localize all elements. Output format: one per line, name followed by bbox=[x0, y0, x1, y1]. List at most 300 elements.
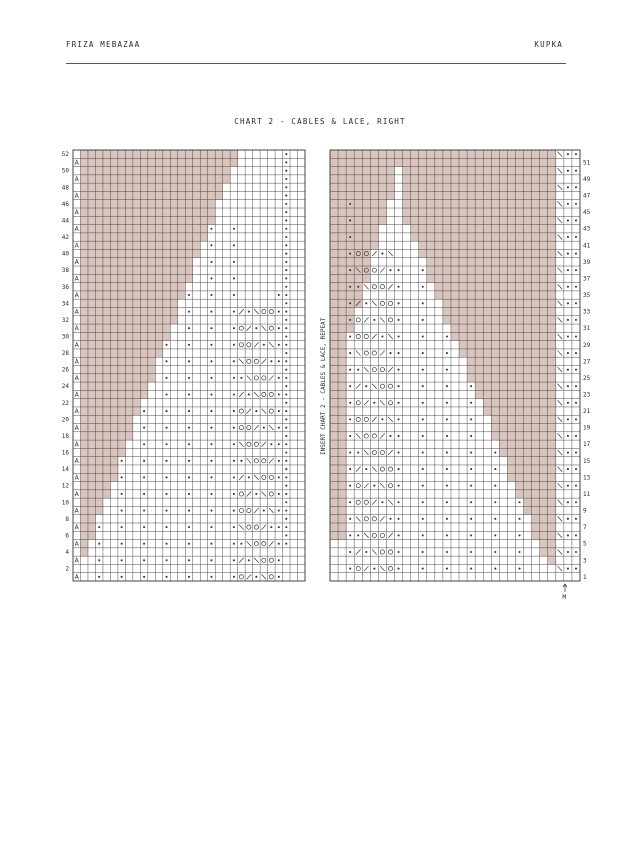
ssk-mark bbox=[388, 334, 393, 339]
ssk-mark bbox=[558, 500, 563, 505]
purl-stitch-mark bbox=[188, 443, 190, 445]
k2tog-mark bbox=[388, 533, 393, 538]
purl-stitch-mark bbox=[233, 327, 235, 329]
purl-stitch-mark bbox=[165, 460, 167, 462]
purl-stitch-mark bbox=[349, 518, 351, 520]
purl-stitch-mark bbox=[143, 427, 145, 429]
k2tog-mark bbox=[388, 367, 393, 372]
purl-stitch-mark bbox=[255, 327, 257, 329]
yarn-over-mark bbox=[254, 459, 258, 463]
row-label: 40 bbox=[61, 250, 69, 258]
purl-stitch-mark bbox=[278, 344, 280, 346]
purl-stitch-mark bbox=[422, 435, 424, 437]
yarn-over-mark bbox=[239, 508, 243, 512]
yarn-over-mark bbox=[239, 575, 243, 579]
purl-stitch-mark bbox=[278, 509, 280, 511]
purl-stitch-mark bbox=[422, 418, 424, 420]
ssk-mark bbox=[269, 342, 274, 347]
purl-stitch-mark bbox=[121, 493, 123, 495]
row-label: 2 bbox=[65, 565, 69, 573]
purl-stitch-mark bbox=[278, 460, 280, 462]
purl-stitch-mark bbox=[210, 344, 212, 346]
purl-stitch-mark bbox=[349, 286, 351, 288]
ssk-mark bbox=[388, 417, 393, 422]
ssk-mark bbox=[372, 549, 377, 554]
purl-stitch-mark bbox=[567, 352, 569, 354]
purl-stitch-mark bbox=[575, 485, 577, 487]
yarn-over-mark bbox=[380, 301, 384, 305]
purl-stitch-mark bbox=[248, 559, 250, 561]
purl-stitch-mark bbox=[143, 410, 145, 412]
purl-stitch-mark bbox=[575, 402, 577, 404]
purl-stitch-mark bbox=[263, 509, 265, 511]
purl-stitch-mark bbox=[210, 244, 212, 246]
purl-stitch-mark bbox=[349, 418, 351, 420]
ssk-mark bbox=[247, 375, 252, 380]
k2tog-mark bbox=[239, 392, 244, 397]
yarn-over-mark bbox=[254, 525, 258, 529]
yarn-over-mark bbox=[239, 409, 243, 413]
purl-stitch-mark bbox=[233, 410, 235, 412]
purl-stitch-mark bbox=[285, 460, 287, 462]
yarn-over-mark bbox=[388, 467, 392, 471]
ssk-mark bbox=[254, 558, 259, 563]
ssk-mark bbox=[558, 201, 563, 206]
purl-stitch-mark bbox=[165, 526, 167, 528]
purl-stitch-mark bbox=[285, 427, 287, 429]
purl-stitch-mark bbox=[575, 236, 577, 238]
k2tog-mark bbox=[364, 566, 369, 571]
purl-stitch-mark bbox=[575, 468, 577, 470]
purl-stitch-mark bbox=[518, 518, 520, 520]
purl-stitch-mark bbox=[373, 568, 375, 570]
purl-stitch-mark bbox=[422, 468, 424, 470]
edge-stitch-mark bbox=[75, 558, 79, 563]
row-label: 31 bbox=[583, 325, 591, 333]
edge-stitch-mark bbox=[75, 574, 79, 579]
purl-stitch-mark bbox=[575, 551, 577, 553]
purl-stitch-mark bbox=[270, 360, 272, 362]
edge-stitch-mark bbox=[75, 492, 79, 497]
row-label: 20 bbox=[61, 416, 69, 424]
chart-title: CHART 2 - CABLES & LACE, RIGHT bbox=[234, 117, 406, 126]
purl-stitch-mark bbox=[98, 559, 100, 561]
row-label: 49 bbox=[583, 176, 591, 184]
ssk-mark bbox=[269, 508, 274, 513]
row-label: 22 bbox=[61, 399, 69, 407]
row-label: 12 bbox=[61, 482, 69, 490]
purl-stitch-mark bbox=[121, 476, 123, 478]
ssk-mark bbox=[558, 483, 563, 488]
purl-stitch-mark bbox=[285, 435, 287, 437]
row-label: 47 bbox=[583, 192, 591, 200]
purl-stitch-mark bbox=[285, 311, 287, 313]
purl-stitch-mark bbox=[397, 286, 399, 288]
purl-stitch-mark bbox=[575, 153, 577, 155]
edge-stitch-mark bbox=[75, 226, 79, 231]
purl-stitch-mark bbox=[397, 451, 399, 453]
edge-stitch-mark bbox=[75, 309, 79, 314]
purl-stitch-mark bbox=[575, 186, 577, 188]
row-label: 36 bbox=[61, 283, 69, 291]
purl-stitch-mark bbox=[210, 228, 212, 230]
yarn-over-mark bbox=[372, 450, 376, 454]
purl-stitch-mark bbox=[397, 385, 399, 387]
purl-stitch-mark bbox=[278, 311, 280, 313]
ssk-mark bbox=[380, 317, 385, 322]
yarn-over-mark bbox=[388, 401, 392, 405]
purl-stitch-mark bbox=[397, 352, 399, 354]
k2tog-mark bbox=[372, 251, 377, 256]
purl-stitch-mark bbox=[188, 493, 190, 495]
yarn-over-mark bbox=[262, 542, 266, 546]
ssk-mark bbox=[372, 467, 377, 472]
ssk-mark bbox=[558, 351, 563, 356]
ssk-mark bbox=[356, 351, 361, 356]
purl-stitch-mark bbox=[285, 302, 287, 304]
purl-stitch-mark bbox=[381, 501, 383, 503]
row-label: 14 bbox=[61, 466, 69, 474]
ssk-mark bbox=[558, 317, 563, 322]
purl-stitch-mark bbox=[567, 568, 569, 570]
purl-stitch-mark bbox=[349, 352, 351, 354]
purl-stitch-mark bbox=[210, 526, 212, 528]
purl-stitch-mark bbox=[567, 186, 569, 188]
purl-stitch-mark bbox=[349, 385, 351, 387]
purl-stitch-mark bbox=[397, 269, 399, 271]
purl-stitch-mark bbox=[263, 344, 265, 346]
purl-stitch-mark bbox=[470, 402, 472, 404]
purl-stitch-mark bbox=[349, 319, 351, 321]
row-label: 52 bbox=[61, 151, 69, 159]
purl-stitch-mark bbox=[567, 219, 569, 221]
purl-stitch-mark bbox=[165, 377, 167, 379]
k2tog-mark bbox=[356, 384, 361, 389]
purl-stitch-mark bbox=[397, 418, 399, 420]
ssk-mark bbox=[388, 500, 393, 505]
purl-stitch-mark bbox=[210, 543, 212, 545]
k2tog-mark bbox=[254, 508, 259, 513]
edge-stitch-mark bbox=[75, 376, 79, 381]
purl-stitch-mark bbox=[165, 493, 167, 495]
purl-stitch-mark bbox=[575, 335, 577, 337]
purl-stitch-mark bbox=[575, 451, 577, 453]
row-label: 5 bbox=[583, 540, 587, 548]
purl-stitch-mark bbox=[349, 203, 351, 205]
edge-stitch-mark bbox=[75, 425, 79, 430]
k2tog-mark bbox=[372, 334, 377, 339]
purl-stitch-mark bbox=[285, 509, 287, 511]
yarn-over-mark bbox=[364, 500, 368, 504]
purl-stitch-mark bbox=[446, 551, 448, 553]
purl-stitch-mark bbox=[278, 526, 280, 528]
purl-stitch-mark bbox=[389, 518, 391, 520]
edge-stitch-mark bbox=[75, 276, 79, 281]
purl-stitch-mark bbox=[567, 501, 569, 503]
purl-stitch-mark bbox=[210, 294, 212, 296]
ssk-mark bbox=[380, 400, 385, 405]
purl-stitch-mark bbox=[349, 253, 351, 255]
yarn-over-mark bbox=[239, 326, 243, 330]
purl-stitch-mark bbox=[446, 369, 448, 371]
purl-stitch-mark bbox=[143, 493, 145, 495]
k2tog-mark bbox=[356, 549, 361, 554]
purl-stitch-mark bbox=[518, 501, 520, 503]
purl-stitch-mark bbox=[165, 476, 167, 478]
yarn-over-mark bbox=[269, 409, 273, 413]
purl-stitch-mark bbox=[233, 294, 235, 296]
yarn-over-mark bbox=[364, 434, 368, 438]
purl-stitch-mark bbox=[567, 468, 569, 470]
yarn-over-mark bbox=[380, 450, 384, 454]
purl-stitch-mark bbox=[143, 476, 145, 478]
yarn-over-mark bbox=[269, 475, 273, 479]
purl-stitch-mark bbox=[397, 319, 399, 321]
purl-stitch-mark bbox=[567, 418, 569, 420]
purl-stitch-mark bbox=[210, 311, 212, 313]
k2tog-mark bbox=[380, 351, 385, 356]
purl-stitch-mark bbox=[422, 551, 424, 553]
row-label: 28 bbox=[61, 350, 69, 358]
edge-stitch-mark bbox=[75, 243, 79, 248]
purl-stitch-mark bbox=[165, 360, 167, 362]
purl-stitch-mark bbox=[255, 576, 257, 578]
purl-stitch-mark bbox=[349, 451, 351, 453]
edge-stitch-mark bbox=[75, 210, 79, 215]
purl-stitch-mark bbox=[349, 369, 351, 371]
purl-stitch-mark bbox=[121, 509, 123, 511]
purl-stitch-mark bbox=[143, 543, 145, 545]
purl-stitch-mark bbox=[233, 277, 235, 279]
yarn-over-mark bbox=[388, 318, 392, 322]
row-label: 4 bbox=[65, 548, 69, 556]
row-label: 41 bbox=[583, 242, 591, 250]
purl-stitch-mark bbox=[285, 402, 287, 404]
purl-stitch-mark bbox=[143, 509, 145, 511]
purl-stitch-mark bbox=[494, 534, 496, 536]
row-label: 7 bbox=[583, 524, 587, 532]
purl-stitch-mark bbox=[188, 543, 190, 545]
purl-stitch-mark bbox=[285, 526, 287, 528]
yarn-over-mark bbox=[372, 434, 376, 438]
purl-stitch-mark bbox=[567, 302, 569, 304]
purl-stitch-mark bbox=[446, 485, 448, 487]
purl-stitch-mark bbox=[349, 236, 351, 238]
purl-stitch-mark bbox=[285, 244, 287, 246]
row-label: 23 bbox=[583, 391, 591, 399]
purl-stitch-mark bbox=[494, 468, 496, 470]
purl-stitch-mark bbox=[567, 319, 569, 321]
purl-stitch-mark bbox=[285, 294, 287, 296]
yarn-over-mark bbox=[239, 492, 243, 496]
purl-stitch-mark bbox=[470, 551, 472, 553]
purl-stitch-mark bbox=[494, 501, 496, 503]
purl-stitch-mark bbox=[165, 509, 167, 511]
purl-stitch-mark bbox=[446, 352, 448, 354]
purl-stitch-mark bbox=[575, 435, 577, 437]
purl-stitch-mark bbox=[210, 559, 212, 561]
purl-stitch-mark bbox=[518, 568, 520, 570]
yarn-over-mark bbox=[356, 484, 360, 488]
purl-stitch-mark bbox=[446, 534, 448, 536]
yarn-over-mark bbox=[372, 268, 376, 272]
purl-stitch-mark bbox=[575, 568, 577, 570]
purl-stitch-mark bbox=[188, 294, 190, 296]
ssk-mark bbox=[239, 359, 244, 364]
ssk-mark bbox=[372, 384, 377, 389]
yarn-over-mark bbox=[356, 500, 360, 504]
purl-stitch-mark bbox=[285, 219, 287, 221]
purl-stitch-mark bbox=[422, 369, 424, 371]
purl-stitch-mark bbox=[143, 443, 145, 445]
k2tog-mark bbox=[247, 574, 252, 579]
yarn-over-mark bbox=[356, 417, 360, 421]
purl-stitch-mark bbox=[567, 534, 569, 536]
ssk-mark bbox=[262, 326, 267, 331]
row-label: 1 bbox=[583, 573, 587, 581]
purl-stitch-mark bbox=[494, 568, 496, 570]
purl-stitch-mark bbox=[285, 518, 287, 520]
yarn-over-mark bbox=[388, 384, 392, 388]
yarn-over-mark bbox=[372, 368, 376, 372]
purl-stitch-mark bbox=[470, 385, 472, 387]
purl-stitch-mark bbox=[278, 294, 280, 296]
row-label: 27 bbox=[583, 358, 591, 366]
edge-stitch-mark bbox=[75, 409, 79, 414]
purl-stitch-mark bbox=[285, 418, 287, 420]
yarn-over-mark bbox=[239, 343, 243, 347]
purl-stitch-mark bbox=[567, 402, 569, 404]
purl-stitch-mark bbox=[278, 559, 280, 561]
purl-stitch-mark bbox=[121, 559, 123, 561]
purl-stitch-mark bbox=[210, 360, 212, 362]
edge-stitch-mark bbox=[75, 293, 79, 298]
purl-stitch-mark bbox=[349, 335, 351, 337]
edge-stitch-mark bbox=[75, 326, 79, 331]
purl-stitch-mark bbox=[210, 493, 212, 495]
purl-stitch-mark bbox=[285, 153, 287, 155]
purl-stitch-mark bbox=[210, 327, 212, 329]
yarn-over-mark bbox=[380, 384, 384, 388]
purl-stitch-mark bbox=[285, 476, 287, 478]
edge-stitch-mark bbox=[75, 458, 79, 463]
purl-stitch-mark bbox=[278, 327, 280, 329]
purl-stitch-mark bbox=[285, 319, 287, 321]
purl-stitch-mark bbox=[365, 302, 367, 304]
purl-stitch-mark bbox=[285, 385, 287, 387]
ssk-mark bbox=[380, 483, 385, 488]
yarn-over-mark bbox=[262, 310, 266, 314]
purl-stitch-mark bbox=[567, 269, 569, 271]
ssk-mark bbox=[364, 450, 369, 455]
k2tog-mark bbox=[247, 491, 252, 496]
k2tog-mark bbox=[372, 500, 377, 505]
purl-stitch-mark bbox=[422, 269, 424, 271]
purl-stitch-mark bbox=[389, 352, 391, 354]
ssk-mark bbox=[558, 533, 563, 538]
purl-stitch-mark bbox=[285, 443, 287, 445]
purl-stitch-mark bbox=[285, 369, 287, 371]
purl-stitch-mark bbox=[188, 559, 190, 561]
edge-stitch-mark bbox=[75, 177, 79, 182]
yarn-over-mark bbox=[269, 392, 273, 396]
purl-stitch-mark bbox=[143, 559, 145, 561]
purl-stitch-mark bbox=[165, 410, 167, 412]
yarn-over-mark bbox=[388, 484, 392, 488]
purl-stitch-mark bbox=[470, 568, 472, 570]
purl-stitch-mark bbox=[446, 385, 448, 387]
purl-stitch-mark bbox=[210, 377, 212, 379]
purl-stitch-mark bbox=[373, 402, 375, 404]
k2tog-mark bbox=[269, 375, 274, 380]
edge-stitch-mark bbox=[75, 359, 79, 364]
k2tog-mark bbox=[262, 525, 267, 530]
yarn-over-mark bbox=[388, 301, 392, 305]
ssk-mark bbox=[558, 400, 563, 405]
purl-stitch-mark bbox=[470, 451, 472, 453]
ssk-mark bbox=[558, 417, 563, 422]
row-label: 18 bbox=[61, 432, 69, 440]
row-label: 45 bbox=[583, 209, 591, 217]
purl-stitch-mark bbox=[381, 418, 383, 420]
purl-stitch-mark bbox=[575, 219, 577, 221]
purl-stitch-mark bbox=[278, 543, 280, 545]
purl-stitch-mark bbox=[285, 286, 287, 288]
purl-stitch-mark bbox=[285, 485, 287, 487]
purl-stitch-mark bbox=[285, 211, 287, 213]
ssk-mark bbox=[262, 491, 267, 496]
purl-stitch-mark bbox=[188, 427, 190, 429]
purl-stitch-mark bbox=[121, 526, 123, 528]
purl-stitch-mark bbox=[165, 543, 167, 545]
purl-stitch-mark bbox=[233, 493, 235, 495]
k2tog-mark bbox=[380, 433, 385, 438]
purl-stitch-mark bbox=[285, 468, 287, 470]
purl-stitch-mark bbox=[270, 443, 272, 445]
purl-stitch-mark bbox=[397, 468, 399, 470]
yarn-over-mark bbox=[262, 376, 266, 380]
marker-arrow bbox=[563, 584, 567, 592]
purl-stitch-mark bbox=[285, 253, 287, 255]
edge-stitch-mark bbox=[75, 193, 79, 198]
purl-stitch-mark bbox=[210, 476, 212, 478]
yarn-over-mark bbox=[380, 550, 384, 554]
row-label: 8 bbox=[65, 515, 69, 523]
row-label: 33 bbox=[583, 308, 591, 316]
yarn-over-mark bbox=[269, 575, 273, 579]
purl-stitch-mark bbox=[422, 451, 424, 453]
purl-stitch-mark bbox=[567, 335, 569, 337]
yarn-over-mark bbox=[269, 326, 273, 330]
purl-stitch-mark bbox=[165, 559, 167, 561]
purl-stitch-mark bbox=[567, 518, 569, 520]
yarn-over-mark bbox=[372, 517, 376, 521]
ssk-mark bbox=[356, 516, 361, 521]
purl-stitch-mark bbox=[567, 369, 569, 371]
purl-stitch-mark bbox=[349, 269, 351, 271]
row-label: 11 bbox=[583, 490, 591, 498]
purl-stitch-mark bbox=[397, 485, 399, 487]
purl-stitch-mark bbox=[575, 352, 577, 354]
purl-stitch-mark bbox=[518, 551, 520, 553]
ssk-mark bbox=[247, 458, 252, 463]
header-pattern-name: KUPKA bbox=[534, 40, 563, 49]
purl-stitch-mark bbox=[233, 393, 235, 395]
purl-stitch-mark bbox=[446, 418, 448, 420]
purl-stitch-mark bbox=[349, 485, 351, 487]
purl-stitch-mark bbox=[278, 393, 280, 395]
purl-stitch-mark bbox=[357, 451, 359, 453]
